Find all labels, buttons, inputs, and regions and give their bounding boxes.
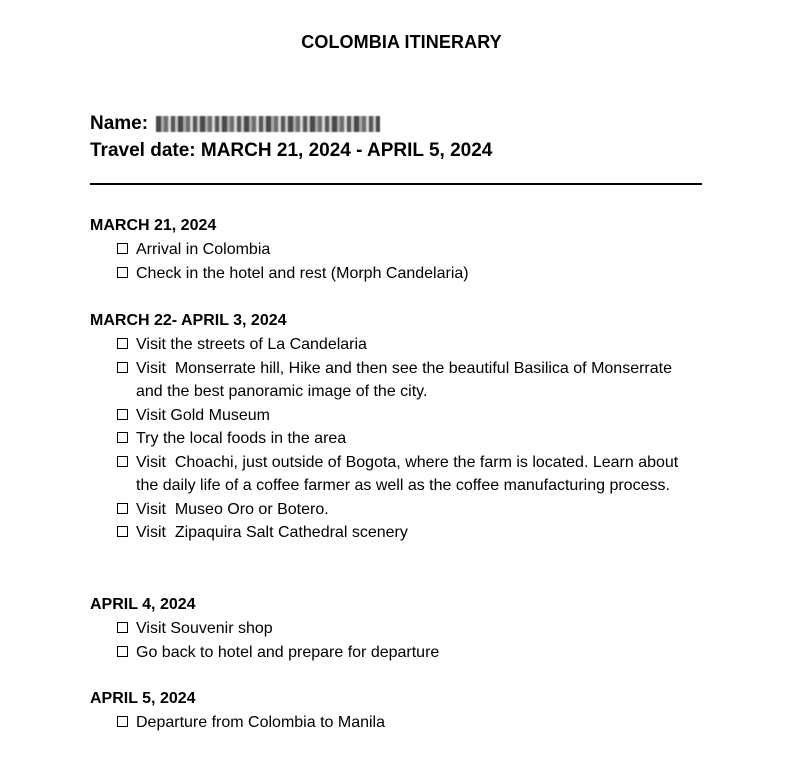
- redacted-name: [156, 116, 380, 132]
- checklist-item-text: Try the local foods in the area: [136, 430, 347, 447]
- checklist-item-text: Go back to hotel and prepare for departure: [136, 643, 440, 661]
- checklist: [90, 333, 730, 545]
- checklist-item-text: Departure from Colombia to Manila: [136, 714, 385, 731]
- checklist-item: [117, 404, 730, 428]
- checklist-item: [117, 357, 730, 404]
- checklist-item-text: Visit Souvenir shop: [136, 620, 273, 637]
- section-heading: MARCH 21, 2024: [90, 217, 217, 234]
- checkbox[interactable]: [117, 409, 128, 420]
- checklist-item: [117, 711, 730, 735]
- checkbox[interactable]: [117, 526, 128, 537]
- checklist-item: [117, 521, 730, 545]
- checkbox[interactable]: [117, 622, 128, 633]
- checklist-item-text: Visit Museo Oro or Botero.: [136, 500, 329, 518]
- checkbox[interactable]: [117, 267, 128, 278]
- checkbox[interactable]: [117, 432, 128, 443]
- section-heading: APRIL 4, 2024: [90, 596, 196, 613]
- checklist-item: [117, 498, 730, 522]
- checklist-item: [117, 451, 730, 498]
- checklist-item: [117, 238, 730, 262]
- checklist-item-text: Arrival in Colombia: [136, 241, 271, 258]
- checklist-item: [117, 427, 730, 451]
- checkbox[interactable]: [117, 338, 128, 349]
- checkbox[interactable]: [117, 456, 128, 467]
- checklist-item: [117, 333, 730, 357]
- checklist-item-text: Visit Gold Museum: [136, 406, 270, 424]
- travel-date: Travel date: MARCH 21, 2024 - APRIL 5, 2024: [90, 140, 493, 161]
- checkbox[interactable]: [117, 362, 128, 373]
- itinerary-section: [90, 687, 730, 735]
- name-row: [90, 110, 492, 137]
- horizontal-rule: [90, 183, 702, 185]
- document-title: COLOMBIA ITINERARY: [301, 32, 502, 52]
- traveler-info: [90, 110, 492, 164]
- itinerary-section: [90, 309, 730, 545]
- checkbox[interactable]: [117, 243, 128, 254]
- checklist-item: [117, 617, 730, 641]
- checklist-item: [117, 641, 730, 665]
- checklist-item: [117, 262, 730, 286]
- checklist-item-text: Visit Zipaquira Salt Cathedral scenery: [136, 524, 408, 541]
- itinerary-section: [90, 593, 730, 664]
- checklist: [90, 711, 730, 735]
- name-label: Name:: [90, 113, 149, 134]
- checklist: [90, 617, 730, 664]
- checkbox[interactable]: [117, 646, 128, 657]
- checkbox[interactable]: [117, 503, 128, 514]
- checklist: [90, 238, 730, 285]
- section-heading: APRIL 5, 2024: [90, 690, 196, 707]
- checkbox[interactable]: [117, 716, 128, 727]
- checklist-item-text: Visit Choachi, just outside of Bogota, where the farm is located. Learn about the daily life of a coffee farmer as well as the coffee manufacturing process.: [136, 453, 683, 494]
- checklist-item-text: Check in the hotel and rest (Morph Candelaria): [136, 264, 469, 282]
- section-heading: MARCH 22- APRIL 3, 2024: [90, 312, 287, 329]
- checklist-item-text: Visit Monserrate hill, Hike and then see the beautiful Basilica of Monserrate and the best panoramic image of the city.: [136, 359, 677, 400]
- itinerary-section: [90, 214, 730, 285]
- checklist-item-text: Visit the streets of La Candelaria: [136, 336, 367, 353]
